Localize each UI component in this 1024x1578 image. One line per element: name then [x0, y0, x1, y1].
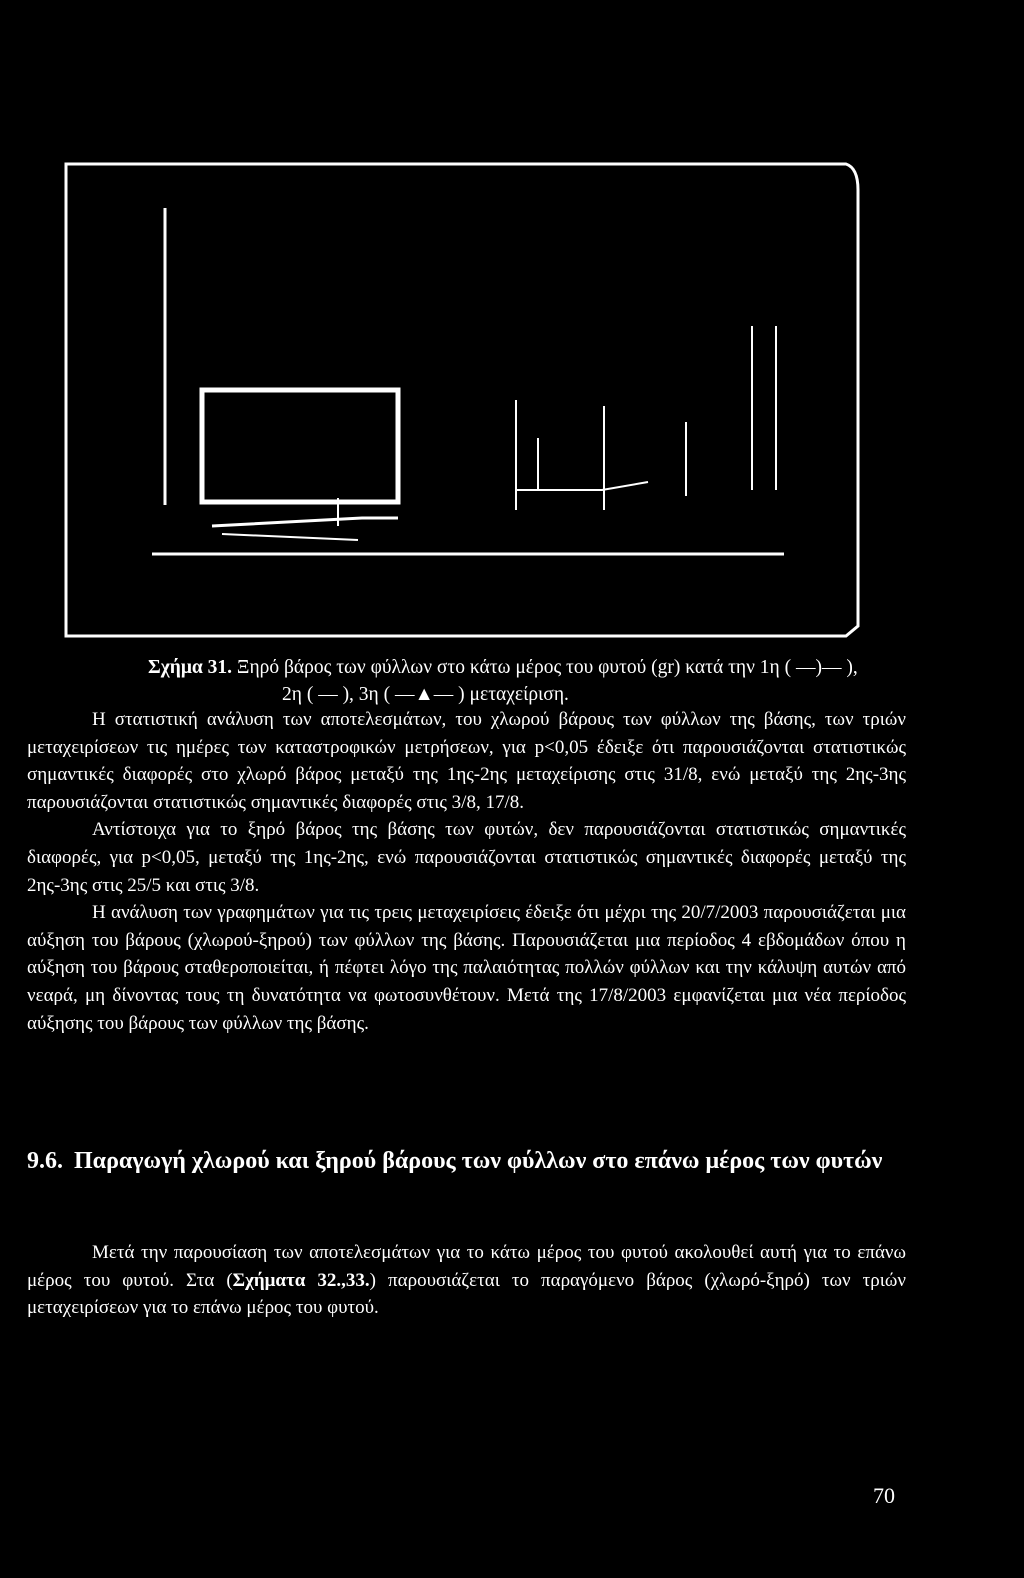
section-title: Παραγωγή χλωρού και ξηρού βάρους των φύλλων στο επάνω μέρος των φυτών: [74, 1148, 883, 1174]
figure-caption: [148, 654, 928, 708]
figure-31-chart: [62, 160, 860, 638]
section-number: 9.6.: [27, 1148, 63, 1174]
caption-line-1: [148, 654, 928, 681]
figure-reference: Σχήματα 32.,33.: [232, 1269, 370, 1291]
figure-artifact-line: [212, 518, 398, 526]
paragraph-1: Η στατιστική ανάλυση των αποτελεσμάτων, του χλωρού βάρους των φύλλων της βάσης, των τριών μεταχειρίσεων τις ημέρες των καταστροφικών μετρήσεων, για p<0,05 έδειξε ότι παρουσιάζονται στατιστικώς σημαντικές διαφορές στο χλωρό βάρος μεταξύ της 1ης-2ης μεταχείρισης στις 31/8, ενώ μεταξύ της 2ης-3ης παρουσιάζονται στατιστικώς σημαντικές διαφορές στις 3/8, 17/8.: [27, 709, 906, 813]
section-body: [27, 1239, 906, 1322]
figure-31-graphic: [62, 160, 860, 638]
page-number: 70: [873, 1483, 895, 1508]
section-heading: [27, 1144, 907, 1179]
section-paragraph: [27, 1239, 906, 1322]
section-paragraph-after: ) παρουσιάζεται το παραγόμενο βάρος (χλωρό-ξηρό) των τριών μεταχειρίσεων για το επάνω μέρος του φυτού.: [27, 1269, 906, 1319]
figure-frame-border: [66, 164, 858, 636]
figure-artifact-series: [516, 482, 648, 490]
caption-label: Σχήμα 31.: [148, 657, 233, 678]
caption-text-1: Ξηρό βάρος των φύλλων στο κάτω μέρος του φυτού (gr) κατά την 1η ( —)— ),: [236, 657, 858, 678]
caption-line-2: 2η ( — ), 3η ( —▲— ) μεταχείριση.: [282, 684, 569, 705]
paragraph-3: Η ανάλυση των γραφημάτων για τις τρεις μεταχειρίσεις έδειξε ότι μέχρι της 20/7/2003 παρουσιάζεται μια αύξηση του βάρους (χλωρού-ξηρού) των φύλλων της βάσης. Παρουσιάζεται μια περίοδος 4 εβδομάδων όπου η αύξηση του βάρους σταθεροποιείται, ή πέφτει λόγο της παλαιότητας πολλών φύλλων και την κάλυψη αυτών από νεαρά, μη δίνοντας τους τη δυνατότητα να φωτοσυνθέτουν. Μετά της 17/8/2003 εμφανίζεται μια νέα περίοδος αύξησης του βάρους των φύλλων της βάσης.: [27, 902, 906, 1034]
body-section: [27, 706, 906, 1037]
figure-artifact-line-2: [222, 534, 358, 540]
figure-artifact-box: [202, 390, 398, 502]
section-paragraph-before: Μετά την παρουσίαση των αποτελεσμάτων για το κάτω μέρος του φυτού ακολουθεί αυτή για το επάνω μέρος του φυτού. Στα (: [27, 1242, 906, 1291]
paragraph-2: Αντίστοιχα για το ξηρό βάρος της βάσης των φυτών, δεν παρουσιάζονται στατιστικώς σημαντικές διαφορές, για p<0,05, μεταξύ της 1ης-2ης, ενώ παρουσιάζονται στατιστικώς σημαντικές διαφορές μεταξύ της 2ης-3ης στις 25/5 και στις 3/8.: [27, 819, 906, 896]
